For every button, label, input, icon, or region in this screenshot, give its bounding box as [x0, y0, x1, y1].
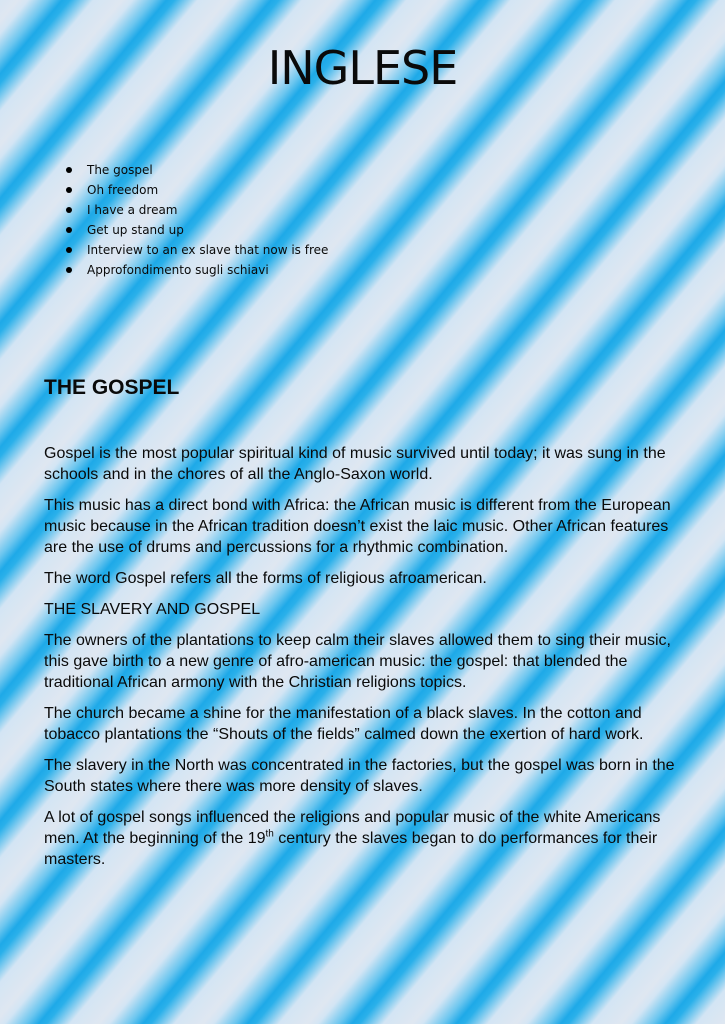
- subheading: THE SLAVERY AND GOSPEL: [44, 601, 261, 618]
- paragraph: [44, 807, 694, 870]
- paragraph: Gospel is the most popular spiritual kind of music survived until today; it was sung in the schools and in the chores of all the Anglo-Saxon world.: [44, 445, 666, 483]
- body-text: [44, 443, 694, 880]
- bullet-icon: [66, 267, 72, 273]
- bullet-icon: [66, 227, 72, 233]
- page-title: INGLESE: [267, 41, 458, 95]
- toc-item: [66, 240, 328, 260]
- toc-item-label: Get up stand up: [87, 223, 184, 237]
- bullet-icon: [66, 207, 72, 213]
- paragraph-text: century the slaves began to do performances for their masters.: [44, 830, 658, 868]
- superscript: th: [265, 828, 274, 840]
- bullet-icon: [66, 167, 72, 173]
- toc-item: [66, 260, 328, 280]
- toc-item-label: Oh freedom: [87, 183, 159, 197]
- toc-item-label: I have a dream: [87, 203, 178, 217]
- paragraph-text: A lot of gospel songs influenced the religions and popular music of the white Americans men. At the beginning of the 19: [44, 809, 661, 847]
- paragraph: This music has a direct bond with Africa: the African music is different from the European music because in the African tradition doesn’t exist the laic music. Other African features are the use of drums and percussions for a rhythmic combination.: [44, 497, 671, 556]
- toc-item-label: The gospel: [87, 163, 153, 177]
- toc-item-label: Approfondimento sugli schiavi: [87, 263, 269, 277]
- table-of-contents: [66, 160, 328, 280]
- toc-item: [66, 200, 328, 220]
- bullet-icon: [66, 247, 72, 253]
- toc-item-label: Interview to an ex slave that now is free: [87, 243, 329, 257]
- paragraph: The church became a shine for the manifestation of a black slaves. In the cotton and tobacco plantations the “Shouts of the fields” calmed down the exertion of hard work.: [44, 705, 644, 743]
- toc-item: [66, 180, 328, 200]
- paragraph: The owners of the plantations to keep calm their slaves allowed them to sing their music, this gave birth to a new genre of afro-american music: the gospel: that blended the traditional African armony with the Christian religions topics.: [44, 632, 671, 691]
- paragraph: The word Gospel refers all the forms of religious afroamerican.: [44, 570, 487, 587]
- paragraph: The slavery in the North was concentrated in the factories, but the gospel was born in the South states where there was more density of slaves.: [44, 757, 675, 795]
- section-heading: THE GOSPEL: [44, 376, 180, 399]
- toc-item: [66, 160, 328, 180]
- bullet-icon: [66, 187, 72, 193]
- toc-item: [66, 220, 328, 240]
